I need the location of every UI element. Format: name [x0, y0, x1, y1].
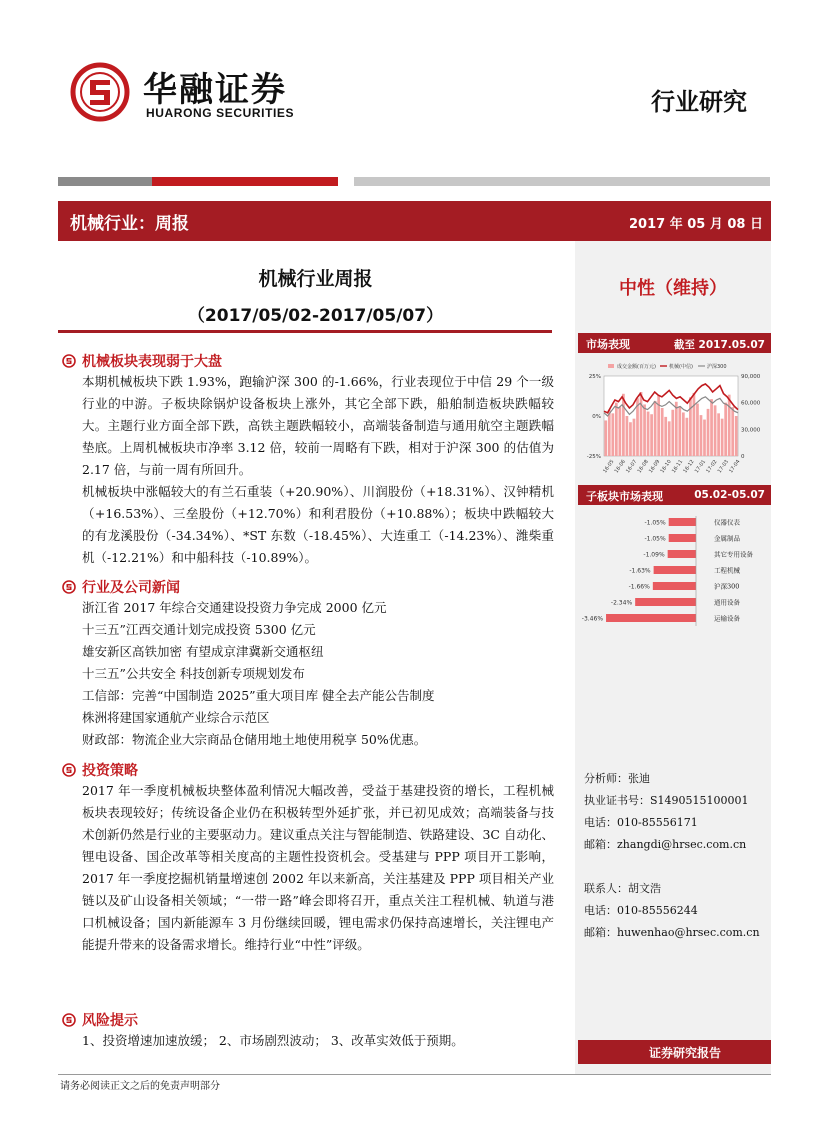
contact-email[interactable]: 邮箱：huwenhao@hrsec.com.cn [584, 926, 760, 939]
x-tick-label: 17-03 [716, 458, 730, 475]
volume-bar [728, 395, 731, 456]
category-label: 金属制品 [714, 534, 740, 543]
volume-bar [629, 422, 632, 456]
risk-text: 1、投资增速加速放缓； 2、市场剧烈波动； 3、改革实效低于预期。 [82, 1033, 464, 1048]
legend-label: 成交金额(百万元) [617, 364, 656, 370]
section-heading [62, 577, 554, 597]
bar [606, 614, 696, 622]
contact-phone: 电话：010-85556244 [584, 904, 698, 917]
section-risk [62, 1010, 554, 1052]
legend-label: 机械(中信) [669, 364, 693, 370]
section-paragraph: 2017 年一季度机械板块整体盈利情况大幅改善，受益于基建投资的增长，工程机械板块表现较好；传统设备企业仍在积极转型外延扩张，并已初见成效；高端装备与技术创新仍然是行业的主要驱动力。建议重点关注与智能制造、铁路建设、3C 自动化、锂电设备、国企改革等相关度高的主题性投资机会。受基建与 PPP 项目开工影响，2017 年一季度挖掘机销量增速创 2002 年以来新高，关注基建及 PPP 项目相关产业链以及矿山设备相关领域；“一带一路”峰会即将召开，重点关注工程机械、轨道与港口机械设备；国内新能源车 3 月份继续回暖，锂电需求仍保持高速增长，关注锂电产能提升带来的设备需求增长。维持行业“中性”评级。 [82, 783, 554, 952]
x-tick-label: 16-08 [636, 458, 650, 475]
y-right-tick-label: 30,000 [741, 427, 761, 434]
report-title: 机械行业周报 [258, 268, 373, 290]
volume-bar [724, 403, 727, 456]
bar-value-label: -1.05% [644, 519, 666, 527]
market-date: 截至 2017.05.07 [673, 339, 765, 351]
volume-bar [693, 393, 696, 456]
category-label: 运输设备 [714, 614, 740, 623]
rating: 中性（维持） [619, 278, 727, 299]
volume-bar [661, 408, 664, 456]
section-heading [62, 760, 554, 780]
sub-sector-label: 子板块市场表现 [586, 490, 663, 503]
sub-sector-chart [578, 510, 771, 630]
x-tick-label: 16-10 [659, 458, 673, 475]
bar [653, 582, 696, 590]
legend-label: 沪深300 [707, 364, 727, 370]
volume-bar [710, 399, 713, 456]
footer-label: 证券研究报告 [578, 1040, 771, 1064]
news-item[interactable]: 十三五”公共安全 科技创新专项规划发布 [82, 666, 305, 681]
volume-bar [619, 407, 622, 456]
y-right-tick-label: 60,000 [741, 400, 761, 407]
x-tick-label: 16-06 [613, 458, 627, 475]
sub-sector-bar [578, 485, 771, 505]
section-paragraph: 本期机械板块下跌 1.93%，跑输沪深 300 的-1.66%，行业表现位于中信 29 个一级行业的中游。子板块除锅炉设备板块上涨外，其它全部下跌，船舶制造板块跌幅较大。主题行业方面全部下跌，高铁主题跌幅较小，高端装备制造与通用航空主题跌幅垫底。上周机械板块市净率 3.12 倍，较前一周略有下跌，相对于沪深 300 的估值为 2.17 倍，与前一周有所回升。 [82, 374, 554, 477]
category-label: 沪深300 [714, 582, 740, 591]
volume-bar [633, 419, 636, 456]
volume-bar [735, 416, 738, 456]
news-item[interactable]: 雄安新区高铁加密 有望成京津冀新交通枢纽 [82, 644, 324, 659]
volume-bar [650, 414, 653, 456]
bar [668, 550, 696, 558]
x-tick-label: 16-07 [625, 458, 639, 475]
volume-bar [700, 415, 703, 456]
x-tick-label: 17-04 [728, 458, 742, 475]
report-date: 2017 年 05 月 08 日 [629, 217, 763, 232]
y-right-tick-label: 90,000 [741, 374, 761, 380]
market-performance-chart [578, 358, 771, 476]
bar-value-label: -1.63% [629, 567, 651, 575]
volume-bar [654, 401, 657, 456]
news-item[interactable]: 十三五”江西交通计划完成投资 5300 亿元 [82, 622, 316, 637]
analyst-email[interactable]: 邮箱：zhangdi@hrsec.com.cn [584, 838, 747, 851]
volume-bar [682, 412, 685, 456]
volume-bar [640, 392, 643, 456]
volume-bar [608, 410, 611, 456]
volume-bar [622, 394, 625, 456]
decor-bar-red [152, 177, 338, 186]
section-bullet-icon [62, 1013, 76, 1027]
report-period: （2017/05/02-2017/05/07） [187, 306, 444, 326]
section-market [62, 351, 554, 569]
bar-value-label: -3.46% [581, 615, 604, 623]
brand-name-cn: 华融证券 [143, 70, 287, 110]
y-left-tick-label: -25% [586, 454, 601, 460]
volume-bar [678, 406, 681, 456]
volume-bar [671, 410, 674, 456]
bar-value-label: -1.66% [628, 583, 650, 591]
bar-value-label: -1.05% [644, 535, 666, 543]
legend-swatch [608, 364, 614, 368]
volume-bar [675, 402, 678, 456]
analyst-phone: 电话：010-85556171 [584, 816, 698, 829]
section-title: 机械板块表现弱于大盘 [82, 354, 222, 370]
sub-sector-period: 05.02-05.07 [694, 489, 765, 501]
bar-value-label: -1.09% [643, 551, 665, 559]
news-item[interactable]: 财政部：物流企业大宗商品仓储用地土地使用税享 50%优惠。 [82, 732, 427, 747]
volume-bar [615, 403, 618, 456]
volume-bar [707, 409, 710, 456]
brand-name-en: HUARONG SECURITIES [146, 106, 295, 120]
x-tick-label: 17-01 [693, 458, 708, 475]
volume-bar [696, 404, 699, 456]
volume-bar [731, 407, 734, 456]
title-rule [58, 330, 552, 333]
market-label: 市场表现 [586, 338, 630, 351]
volume-bar [689, 397, 692, 456]
volume-bar [703, 420, 706, 456]
x-tick-label: 16-05 [602, 458, 616, 475]
title-bar [58, 201, 771, 241]
section-title: 投资策略 [82, 763, 138, 779]
volume-bar [721, 419, 724, 456]
section-paragraph: 机械板块中涨幅较大的有兰石重装（+20.90%）、川润股份（+18.31%）、汉钟精机（+16.53%）、三垒股份（+12.70%）和利君股份（+10.88%）；板块中跌幅较大的有龙溪股份（-34.34%）、*ST 东数（-18.45%）、大连重工（-14.23%）、潍柴重机（-12.21%）和中船科技（-10.89%）。 [82, 484, 554, 565]
x-tick-label: 16-12 [682, 458, 696, 475]
volume-bar [686, 418, 689, 456]
volume-bar [717, 413, 720, 456]
disclaimer: 请务必阅读正文之后的免责声明部分 [60, 1081, 220, 1092]
doc-type: 行业研究 [651, 87, 747, 116]
contacts [584, 768, 760, 944]
category-label: 其它专用设备 [714, 550, 753, 559]
news-item[interactable]: 浙江省 2017 年综合交通建设投资力争完成 2000 亿元 [82, 600, 387, 615]
section-strategy [62, 760, 554, 956]
section-bullet-icon [62, 580, 76, 594]
market-performance-bar [578, 333, 771, 353]
report-category: 机械行业：周报 [70, 214, 189, 234]
volume-bar [668, 421, 671, 456]
bar [635, 598, 696, 606]
volume-bar [664, 417, 667, 456]
section-news [62, 577, 554, 751]
analyst-name: 分析师：张迪 [584, 772, 650, 785]
volume-bar [647, 412, 650, 456]
volume-bar [611, 413, 614, 456]
y-left-tick-label: 0% [592, 414, 601, 420]
y-left-tick-label: 25% [588, 374, 601, 380]
x-tick-label: 16-11 [670, 458, 685, 475]
bar [654, 566, 696, 574]
section-title: 风险提示 [82, 1013, 138, 1029]
category-label: 通用设备 [714, 598, 740, 607]
bar [669, 534, 696, 542]
volume-bar [714, 405, 717, 456]
bar [669, 518, 696, 526]
contact-name: 联系人：胡文浩 [584, 882, 661, 895]
x-tick-label: 16-09 [648, 458, 662, 475]
news-item[interactable]: 工信部：完善“中国制造 2025”重大项目库 健全去产能公告制度 [82, 688, 435, 703]
huarong-logo [70, 62, 130, 122]
section-bullet-icon [62, 354, 76, 368]
decor-bar-light [354, 177, 770, 186]
category-label: 仪器仪表 [714, 518, 740, 527]
section-heading [62, 351, 554, 371]
bottom-rule [58, 1074, 771, 1075]
volume-bar [626, 416, 629, 456]
bar-value-label: -2.34% [610, 599, 633, 607]
volume-bar [643, 404, 646, 456]
category-label: 工程机械 [714, 566, 740, 575]
section-title: 行业及公司新闻 [82, 580, 180, 596]
y-right-tick-label: 0 [741, 454, 745, 460]
x-tick-label: 17-02 [705, 458, 719, 475]
volume-bar [604, 420, 607, 456]
section-bullet-icon [62, 763, 76, 777]
analyst-license: 执业证书号：S1490515100001 [584, 794, 749, 807]
section-heading [62, 1010, 554, 1030]
news-item[interactable]: 株洲将建国家通航产业综合示范区 [82, 710, 270, 725]
